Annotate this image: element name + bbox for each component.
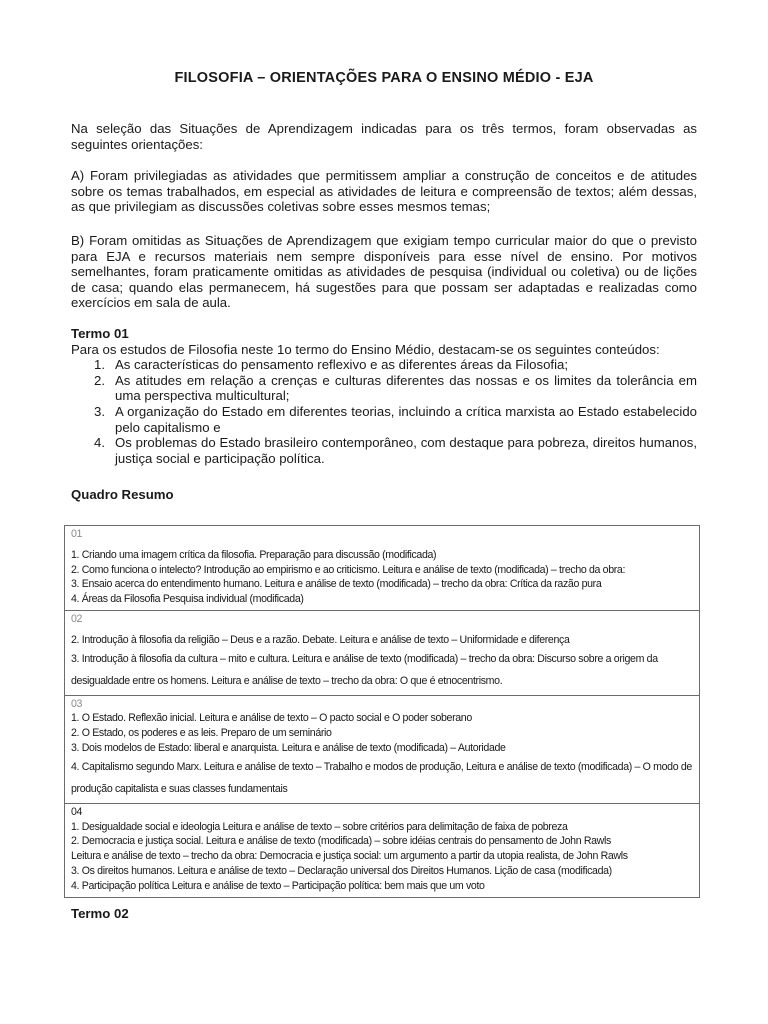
cell-line: 4. Capitalismo segundo Marx. Leitura e análise de texto – Trabalho e modos de produção, Leitura e análise de texto (modificada) – O modo de produção capitalista e suas classes fundamentais bbox=[71, 760, 692, 795]
topic-item bbox=[94, 435, 697, 466]
row-label: 04 bbox=[71, 805, 83, 818]
row-label: 03 bbox=[71, 697, 83, 710]
cell-line: 2. Como funciona o intelecto? Introdução ao empirismo e ao criticismo. Leitura e análise de texto (modificada) – trecho da obra: bbox=[71, 563, 626, 576]
cell-line: 3. Introdução à filosofia da cultura – mito e cultura. Leitura e análise de texto (modificada) – trecho da obra: Discurso sobre a origem da desigualdade entre os homens. Leitura e análise de texto – trecho da obra: O que é etnocentrismo. bbox=[71, 652, 658, 687]
quadro-resumo-heading: Quadro Resumo bbox=[71, 487, 174, 502]
topic-item bbox=[94, 403, 697, 435]
topic-item bbox=[94, 372, 697, 404]
cell-line: 1. Desigualdade social e ideologia Leitura e análise de texto – sobre critérios para delimitação de faixa de pobreza bbox=[71, 820, 568, 833]
cell-line: 2. Democracia e justiça social. Leitura e análise de texto (modificada) – sobre idéias centrais do pensamento de John Rawls bbox=[71, 835, 611, 848]
document-title: FILOSOFIA – ORIENTAÇÕES PARA O ENSINO MÉDIO - EJA bbox=[174, 70, 594, 86]
cell-line: 3. Os direitos humanos. Leitura e análise de texto – Declaração universal dos Direitos Humanos. Lição de casa (modificada) bbox=[71, 864, 612, 877]
termo-02-heading: Termo 02 bbox=[71, 906, 129, 921]
topic-number: 4. bbox=[94, 435, 105, 451]
quadro-resumo-table bbox=[64, 525, 700, 898]
row-label: 01 bbox=[71, 528, 83, 540]
topic-text: As atitudes em relação a crenças e culturas diferentes das nossas e os limites da tolerância em uma perspectiva multicultural; bbox=[115, 372, 697, 404]
topic-text: As características do pensamento reflexivo e as diferentes áreas da Filosofia; bbox=[115, 357, 568, 373]
table-row bbox=[65, 526, 700, 611]
table-row bbox=[65, 803, 700, 897]
orientation-a-paragraph: A) Foram privilegiadas as atividades que permitissem ampliar a construção de conceitos e de atitudes sobre os temas trabalhados, em especial as atividades de leitura e compreensão de textos; além dessas, as que privilegiam as discussões coletivas sobre esses mesmos temas; bbox=[71, 168, 697, 215]
cell-line: 2. Introdução à filosofia da religião – Deus e a razão. Debate. Leitura e análise de texto – Uniformidade e diferença bbox=[71, 633, 570, 646]
table-cell bbox=[65, 695, 700, 803]
topic-text: Os problemas do Estado brasileiro contemporâneo, com destaque para pobreza, direitos humanos, justiça social e participação política. bbox=[115, 435, 697, 466]
topic-text: A organização do Estado em diferentes teorias, incluindo a crítica marxista ao Estado estabelecido pelo capitalismo e bbox=[115, 403, 697, 435]
table-cell bbox=[65, 526, 700, 611]
row-label: 02 bbox=[71, 612, 83, 625]
cell-line: Leitura e análise de texto – trecho da obra: Democracia e justiça social: um argumento a partir da utopia realista, de John Rawls bbox=[71, 850, 628, 863]
termo-01-section bbox=[71, 326, 697, 466]
table-row bbox=[65, 695, 700, 803]
table-cell bbox=[65, 803, 700, 897]
cell-line: 2. O Estado, os poderes e as leis. Preparo de um seminário bbox=[71, 727, 332, 740]
topic-number: 1. bbox=[94, 357, 105, 373]
cell-line: 4. Participação política Leitura e análise de texto – Participação política: bem mais que um voto bbox=[71, 879, 485, 892]
orientation-b-paragraph: B) Foram omitidas as Situações de Aprendizagem que exigiam tempo curricular maior do que o previsto para EJA e recursos materiais nem sempre disponíveis para esse nível de ensino. Por motivos semelhantes, foram praticamente omitidas as atividades de pesquisa (individual ou coletiva) ou de lições de casa; quando elas permanecem, há sugestões para que possam ser adaptadas e realizadas como exercícios em sala de aula. bbox=[71, 233, 697, 311]
termo-01-intro: Para os estudos de Filosofia neste 1o termo do Ensino Médio, destacam-se os seguintes conteúdos: bbox=[71, 341, 660, 357]
table-cell bbox=[65, 610, 700, 695]
cell-line: 1. Criando uma imagem crítica da filosofia. Preparação para discussão (modificada) bbox=[71, 548, 437, 561]
termo-01-topic-list bbox=[71, 357, 697, 466]
cell-line: 4. Áreas da Filosofia Pesquisa individual (modificada) bbox=[71, 593, 304, 606]
cell-line: 3. Dois modelos de Estado: liberal e anarquista. Leitura e análise de texto (modificada) – Autoridade bbox=[71, 741, 506, 754]
topic-number: 3. bbox=[94, 403, 105, 419]
cell-line: 1. O Estado. Reflexão inicial. Leitura e análise de texto – O pacto social e O poder soberano bbox=[71, 712, 472, 725]
table-row bbox=[65, 610, 700, 695]
cell-line: 3. Ensaio acerca do entendimento humano. Leitura e análise de texto (modificada) – trecho da obra: Crítica da razão pura bbox=[71, 578, 602, 591]
topic-item bbox=[94, 357, 697, 373]
termo-01-heading: Termo 01 bbox=[71, 326, 129, 341]
topic-number: 2. bbox=[94, 372, 105, 388]
intro-paragraph: Na seleção das Situações de Aprendizagem indicadas para os três termos, foram observadas as seguintes orientações: bbox=[71, 121, 697, 152]
